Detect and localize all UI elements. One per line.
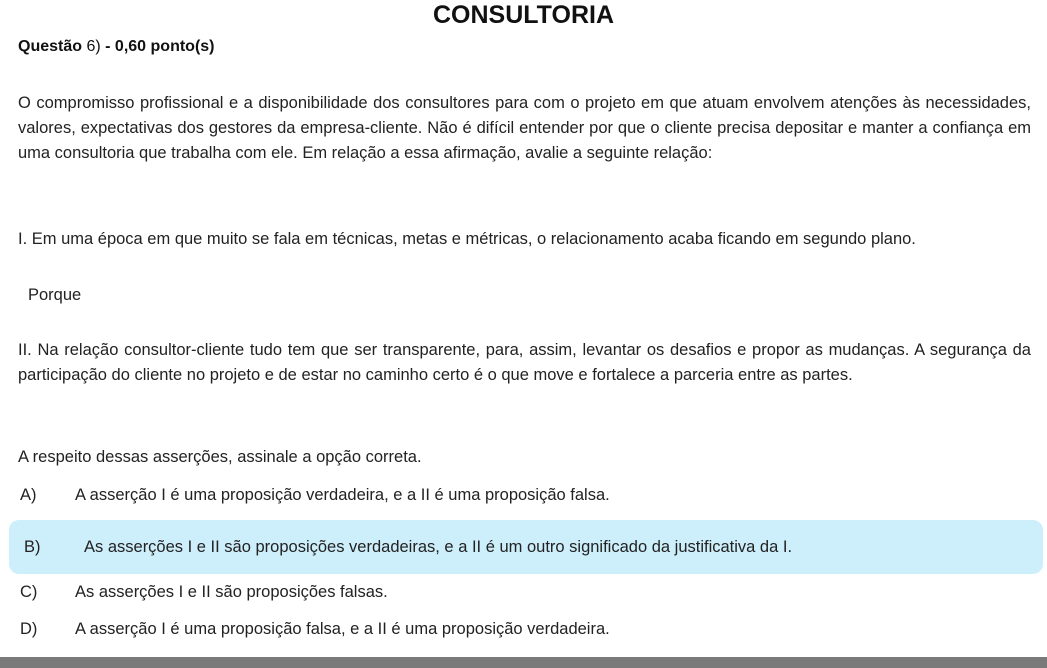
- question-points: - 0,60 ponto(s): [105, 38, 215, 55]
- assertion-two: II. Na relação consultor-cliente tudo tem que ser transparente, para, assim, levantar os desafios e propor as mudanças. A segurança da participação do cliente no projeto e de estar no caminho certo é o que move e fortalece a parceria entre as partes.: [18, 341, 1031, 384]
- question-label: Questão: [18, 38, 83, 55]
- option-letter: A): [20, 486, 37, 504]
- option-c[interactable]: [18, 577, 1042, 607]
- option-letter: D): [20, 620, 38, 638]
- option-a[interactable]: [18, 480, 1042, 510]
- option-text: As asserções I e II são proposições verdadeiras, e a II é um outro significado da justificativa da I.: [84, 538, 793, 556]
- assertion-connector: Porque: [28, 286, 82, 304]
- option-letter: C): [20, 583, 38, 601]
- bottom-overlay-bar: [0, 657, 1047, 668]
- question-prompt: A respeito dessas asserções, assinale a opção correta.: [18, 448, 422, 466]
- option-text: As asserções I e II são proposições falsas.: [75, 583, 388, 601]
- option-letter: B): [24, 538, 41, 556]
- option-d[interactable]: [18, 614, 1042, 644]
- option-b-selected[interactable]: [9, 520, 1043, 574]
- question-header: [18, 38, 215, 56]
- page-title: CONSULTORIA: [432, 1, 615, 29]
- question-paragraph: O compromisso profissional e a disponibilidade dos consultores para com o projeto em que atuam envolvem atenções às necessidades, valores, expectativas dos gestores da empresa-cliente. Não é difícil entender por que o cliente precisa depositar e manter a confiança em uma consultoria que trabalha com ele. Em relação a essa afirmação, avalie a seguinte relação:: [18, 94, 1031, 162]
- option-text: A asserção I é uma proposição falsa, e a II é uma proposição verdadeira.: [75, 620, 610, 638]
- question-number: 6): [86, 38, 101, 55]
- assertion-one: I. Em uma época em que muito se fala em técnicas, metas e métricas, o relacionamento acaba ficando em segundo plano.: [18, 230, 916, 248]
- option-text: A asserção I é uma proposição verdadeira, e a II é uma proposição falsa.: [75, 486, 610, 504]
